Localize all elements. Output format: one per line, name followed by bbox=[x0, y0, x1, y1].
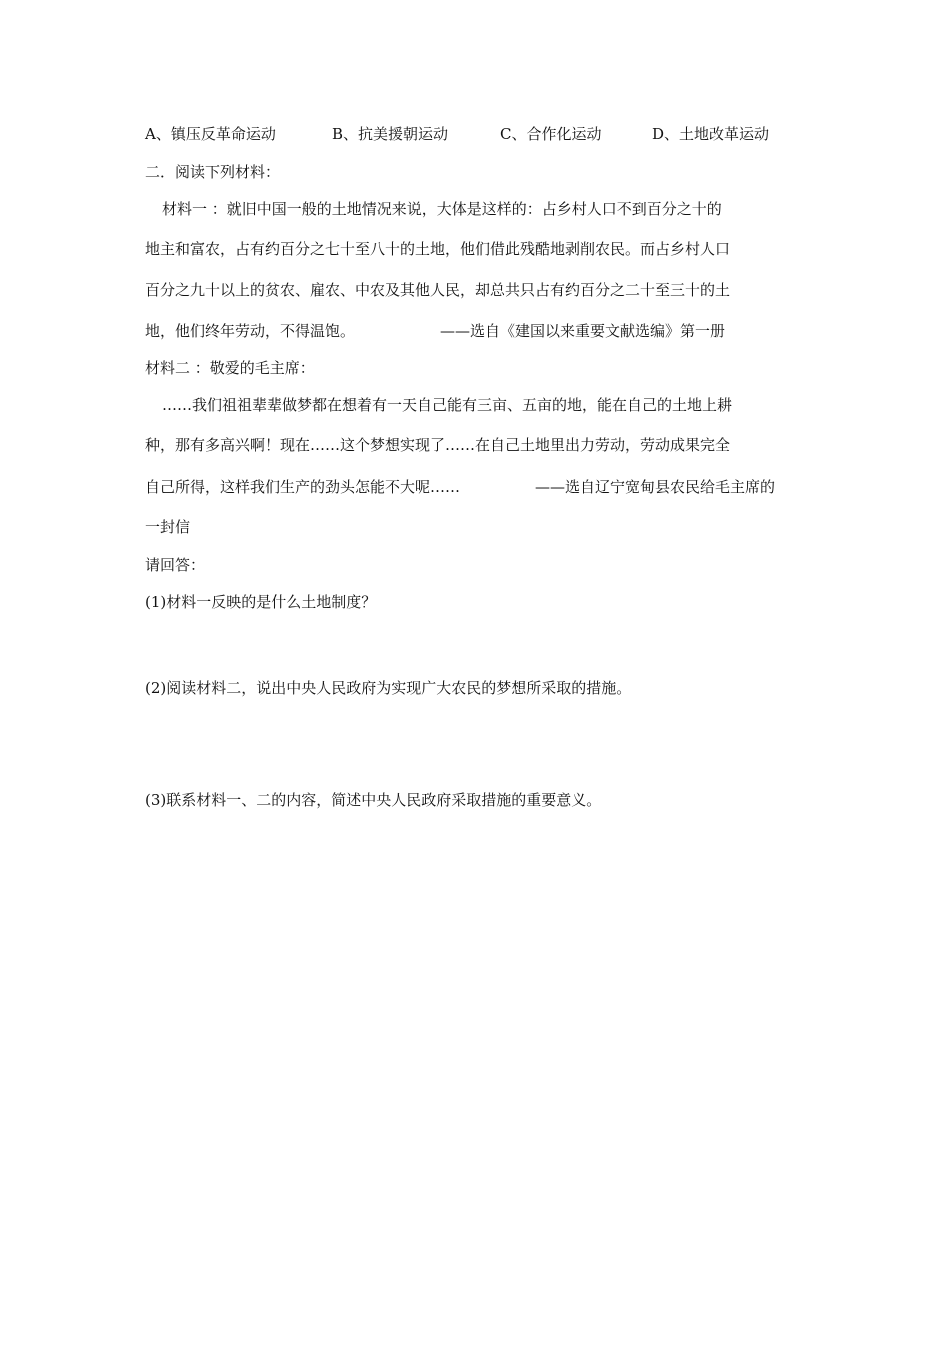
question-3: (3)联系材料一、二的内容，简述中央人民政府采取措施的重要意义。 bbox=[145, 791, 602, 809]
option-d: D、土地改革运动 bbox=[652, 125, 770, 143]
material1-line3: 百分之九十以上的贫农、雇农、中农及其他人民，却总共只占有约百分之二十至三十的土 bbox=[145, 281, 731, 299]
material2-line3-row bbox=[145, 477, 776, 497]
question-2: (2)阅读材料二，说出中央人民政府为实现广大农民的梦想所采取的措施。 bbox=[145, 679, 632, 697]
material1-line2: 地主和富农，占有约百分之七十至八十的土地，他们借此残酷地剥削农民。而占乡村人口 bbox=[145, 240, 731, 258]
material2-line1: ……我们祖祖辈辈做梦都在想着有一天自己能有三亩、五亩的地，能在自己的土地上耕 bbox=[162, 396, 733, 414]
option-b: B、抗美援朝运动 bbox=[332, 125, 449, 143]
material1-source: ——选自《建国以来重要文献选编》第一册 bbox=[440, 322, 726, 340]
question-1: (1)材料一反映的是什么土地制度？ bbox=[145, 593, 377, 611]
material1-line1: 材料一 ：就旧中国一般的土地情况来说，大体是这样的：占乡村人口不到百分之十的 bbox=[162, 200, 722, 218]
material1-line4-row bbox=[145, 321, 726, 341]
material2-line4: 一封信 bbox=[145, 518, 191, 536]
questions-prompt: 请回答： bbox=[145, 556, 206, 574]
material2-label: 材料二 ：敬爱的毛主席： bbox=[145, 359, 315, 377]
material2-source: ——选自辽宁宽甸县农民给毛主席的 bbox=[535, 478, 776, 496]
material1-line4: 地，他们终年劳动，不得温饱。 bbox=[145, 322, 356, 340]
option-c: C、合作化运动 bbox=[500, 125, 602, 143]
option-a: A、镇压反革命运动 bbox=[145, 125, 276, 143]
material2-line2: 种，那有多高兴啊！现在……这个梦想实现了……在自己土地里出力劳动，劳动成果完全 bbox=[145, 436, 731, 454]
material2-line3: 自己所得，这样我们生产的劲头怎能不大呢…… bbox=[145, 478, 461, 496]
section-heading: 二．阅读下列材料： bbox=[145, 163, 281, 181]
